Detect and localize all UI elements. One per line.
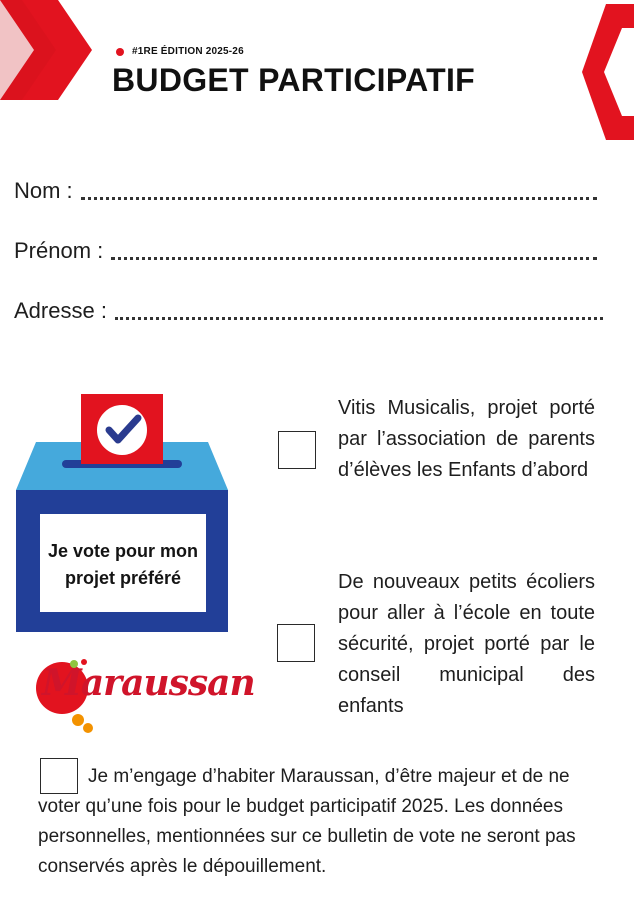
adresse-dotted-line[interactable] (115, 299, 603, 320)
nom-label: Nom : (14, 178, 73, 203)
adresse-label: Adresse : (14, 298, 107, 323)
maraussan-logo-text: Maraussan (42, 662, 255, 704)
option-1-checkbox[interactable] (278, 431, 316, 469)
corner-chevron-left-decoration (0, 0, 96, 100)
ballot-box-label: Je vote pour mon projet préféré (47, 541, 199, 588)
bullet-dot-icon (116, 48, 124, 56)
pledge-text (38, 762, 598, 882)
option-1-text: Vitis Musicalis, projet porté par l’association de parents d’élèves les Enfants d’abord (338, 397, 595, 481)
option-2-checkbox[interactable] (277, 624, 315, 662)
edition-tag-text: #1RE ÉDITION 2025-26 (132, 46, 244, 57)
adresse-field[interactable] (14, 298, 603, 324)
page-title: BUDGET PARTICIPATIF (112, 62, 476, 98)
prenom-dotted-line[interactable] (111, 239, 597, 260)
edition-tag (116, 46, 244, 57)
prenom-label: Prénom : (14, 238, 104, 263)
pledge-text-content: Je m’engage d’habiter Maraussan, d’être majeur et de ne voter qu’une fois pour le budget participatif 2025. Les données personnelles, mentionnées sur ce bulletin de vote ne seront pas conservés après le dépouillement. (38, 766, 576, 877)
option-2-text: De nouveaux petits écoliers pour aller à l’école en toute sécurité, projet porté par le conseil municipal des enfants (338, 571, 595, 717)
corner-chevron-right-decoration (580, 0, 634, 145)
nom-field[interactable] (14, 178, 597, 204)
prenom-field[interactable] (14, 238, 597, 264)
nom-dotted-line[interactable] (81, 179, 597, 200)
